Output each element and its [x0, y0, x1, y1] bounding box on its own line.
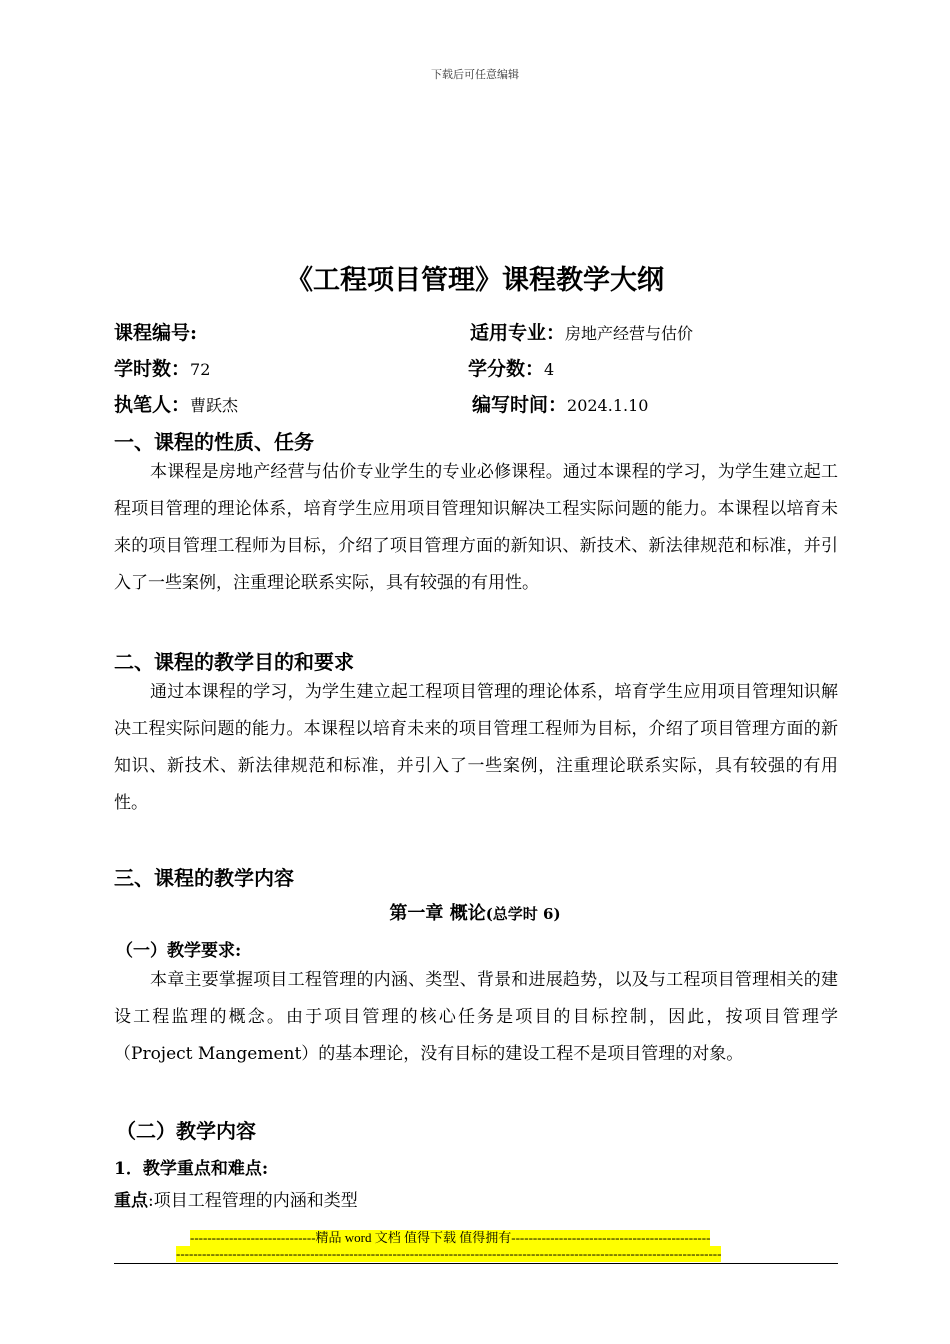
- credits-row: [468, 354, 554, 381]
- hours-label: 学时数：: [114, 358, 191, 380]
- author-row: [114, 390, 238, 417]
- footer-promo-line-2: ------------------------------------------------------------------------------------------------------------------------------: [176, 1246, 722, 1261]
- major-label: 适用专业：: [470, 322, 566, 344]
- teaching-requirements-body: 本章主要掌握项目工程管理的内涵、类型、背景和进展趋势，以及与工程项目管理相关的建设工程监理的概念。由于项目管理的核心任务是项目的目标控制，因此，按项目管理学（Project Mangement）的基本理论，没有目标的建设工程不是项目管理的对象。: [114, 970, 838, 1064]
- section-1-body: 本课程是房地产经营与估价专业学生的专业必修课程。通过本课程的学习，为学生建立起工程项目管理的理论体系，培育学生应用项目管理知识解决工程实际问题的能力。本课程以培育未来的项目管理工程师为目标，介绍了项目管理方面的新知识、新技术、新法律规范和标准，并引入了一些案例，注重理论联系实际，具有较强的有用性。: [114, 462, 838, 593]
- credits-label: 学分数：: [468, 358, 545, 380]
- hours-row: [114, 354, 210, 381]
- footer-promo-line-1: -----------------------------精品 word 文档 值得下载 值得拥有----------------------------------------------: [190, 1230, 711, 1245]
- date-value: 2024.1.10: [567, 396, 649, 415]
- course-number-label: 课程编号:: [114, 322, 198, 344]
- author-value: 曹跃杰: [190, 396, 239, 415]
- major-value: 房地产经营与估价: [565, 324, 694, 343]
- key-point-value: :项目工程管理的内涵和类型: [148, 1191, 358, 1211]
- course-number-row: [114, 318, 197, 345]
- hours-value: 72: [190, 360, 211, 379]
- document-title: 《工程项目管理》课程教学大纲: [286, 265, 664, 296]
- footer-divider: [114, 1263, 838, 1264]
- teaching-requirements-heading: （一）教学要求:: [116, 941, 242, 961]
- section-3-heading: 三、课程的教学内容: [114, 866, 294, 890]
- date-label: 编写时间：: [472, 394, 568, 416]
- section-2-heading: 二、课程的教学目的和要求: [114, 650, 354, 674]
- date-row: [472, 390, 648, 417]
- credits-value: 4: [544, 360, 555, 379]
- chapter-title: 第一章 概论: [389, 903, 486, 924]
- major-row: [470, 318, 693, 345]
- key-point-row: [114, 1186, 358, 1211]
- chapter-hours: (总学时 6): [485, 905, 561, 923]
- section-1-heading: 一、课程的性质、任务: [114, 430, 314, 454]
- chapter-heading: [0, 899, 950, 925]
- key-point-label: 重点: [114, 1191, 148, 1211]
- header-note: 下载后可任意编辑: [431, 68, 519, 81]
- teaching-content-heading: （二）教学内容: [116, 1119, 256, 1143]
- author-label: 执笔人：: [114, 394, 191, 416]
- section-2-body: 通过本课程的学习，为学生建立起工程项目管理的理论体系，培育学生应用项目管理知识解决工程实际问题的能力。本课程以培育未来的项目管理工程师为目标，介绍了项目管理方面的新知识、新技术、新法律规范和标准，并引入了一些案例，注重理论联系实际，具有较强的有用性。: [114, 682, 838, 813]
- key-points-heading: 1．教学重点和难点:: [114, 1159, 269, 1179]
